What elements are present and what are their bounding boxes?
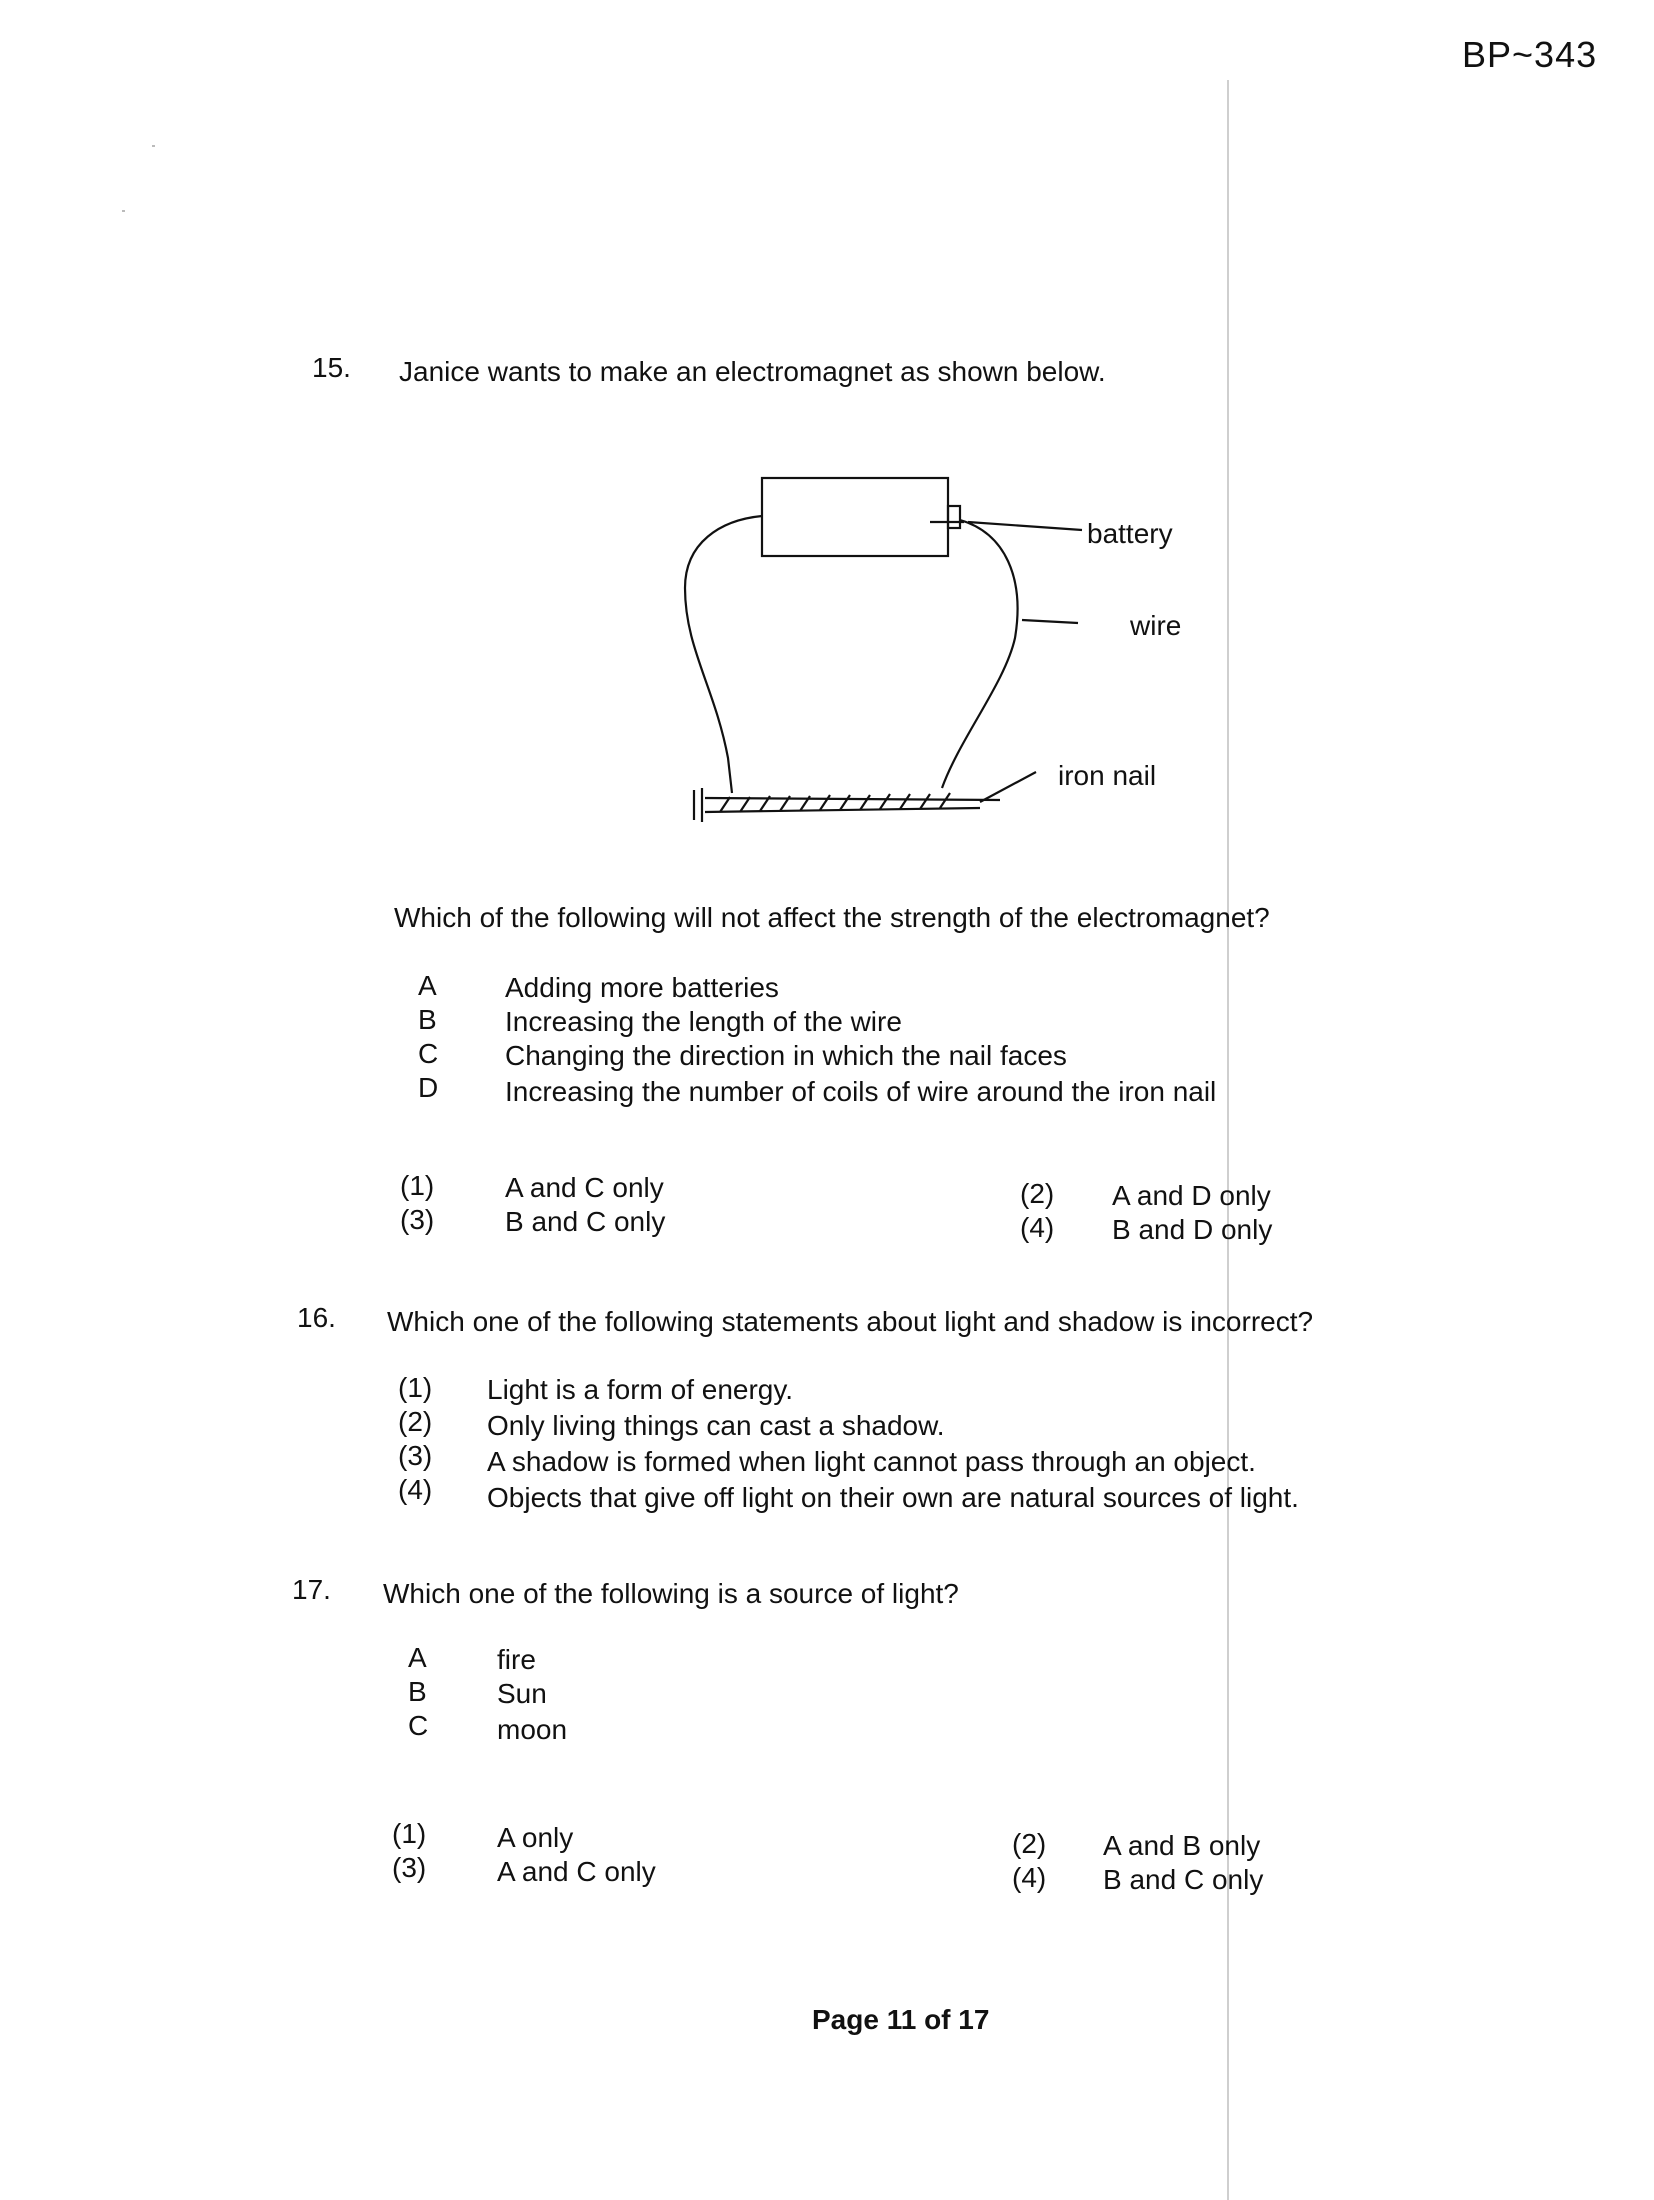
q16-option-number: (2) — [398, 1406, 433, 1437]
label-wire: wire — [1130, 610, 1182, 641]
scan-speck — [152, 145, 155, 147]
q16-option-number: (1) — [398, 1372, 433, 1403]
q17-statement-text: fire — [497, 1644, 536, 1675]
q17-question: Which one of the following is a source of light? — [383, 1578, 959, 1609]
q16-option-text: Objects that give off light on their own are natural sources of light. — [487, 1482, 1299, 1513]
q16-option-text: Light is a form of energy. — [487, 1374, 794, 1405]
q16-option-number: (4) — [398, 1474, 433, 1505]
wire-pointer — [1022, 620, 1078, 623]
q15-question: Which of the following will not affect the strength of the electromagnet? — [394, 902, 1270, 933]
wire-right — [942, 520, 1018, 788]
label-battery: battery — [1087, 518, 1173, 549]
q15-option-number: (4) — [1020, 1212, 1055, 1243]
q15-option-number: (1) — [400, 1170, 435, 1201]
q16-question: Which one of the following statements about light and shadow is incorrect? — [387, 1306, 1314, 1337]
q15-statement-text: Changing the direction in which the nail faces — [505, 1040, 1067, 1071]
q16-option-number: (3) — [398, 1440, 433, 1471]
q17-statement-text: moon — [497, 1714, 568, 1745]
q17-option-number: (3) — [392, 1852, 427, 1883]
q15-option-number: (2) — [1020, 1178, 1055, 1209]
q16-number: 16. — [297, 1302, 336, 1333]
q15-option-text: B and C only — [505, 1206, 666, 1237]
nail-head — [694, 788, 702, 822]
q15-statement-letter: A — [418, 970, 437, 1001]
q17-option-text: A and B only — [1103, 1830, 1261, 1861]
q15-option-text: B and D only — [1112, 1214, 1273, 1245]
q16-option-text: A shadow is formed when light cannot pass through an object. — [487, 1446, 1256, 1477]
q15-statement-letter: C — [418, 1038, 439, 1069]
q17-option-text: A and C only — [497, 1856, 656, 1887]
q17-statement-text: Sun — [497, 1678, 547, 1709]
document-code: BP~343 — [1462, 34, 1598, 75]
q17-option-text: B and C only — [1103, 1864, 1264, 1895]
q15-statement-text: Increasing the number of coils of wire around the iron nail — [505, 1076, 1217, 1107]
q15-option-number: (3) — [400, 1204, 435, 1235]
q17-number: 17. — [292, 1574, 331, 1605]
label-iron-nail: iron nail — [1058, 760, 1157, 791]
battery-shape — [762, 478, 948, 556]
q15-option-text: A and C only — [505, 1172, 664, 1203]
q17-statement-letter: A — [408, 1642, 427, 1673]
nail-pointer — [980, 772, 1036, 802]
q17-option-number: (2) — [1012, 1828, 1047, 1859]
scan-speck — [122, 210, 125, 212]
q17-option-number: (4) — [1012, 1862, 1047, 1893]
q17-option-text: A only — [497, 1822, 574, 1853]
battery-pointer — [968, 522, 1082, 530]
nail-shaft-lower — [705, 808, 980, 812]
q16-option-text: Only living things can cast a shadow. — [487, 1410, 945, 1441]
q17-statement-letter: B — [408, 1676, 427, 1707]
page-number: Page 11 of 17 — [812, 2004, 990, 2035]
q17-option-number: (1) — [392, 1818, 427, 1849]
q17-statement-letter: C — [408, 1710, 429, 1741]
q15-statement-text: Adding more batteries — [505, 972, 779, 1003]
battery-terminal — [948, 506, 960, 528]
q15-statement-letter: B — [418, 1004, 437, 1035]
q15-statement-text: Increasing the length of the wire — [505, 1006, 902, 1037]
q15-option-text: A and D only — [1112, 1180, 1271, 1211]
q15-stem: Janice wants to make an electromagnet as shown below. — [399, 356, 1106, 387]
q15-statement-letter: D — [418, 1072, 439, 1103]
q15-number: 15. — [312, 352, 351, 383]
wire-left — [685, 516, 762, 793]
